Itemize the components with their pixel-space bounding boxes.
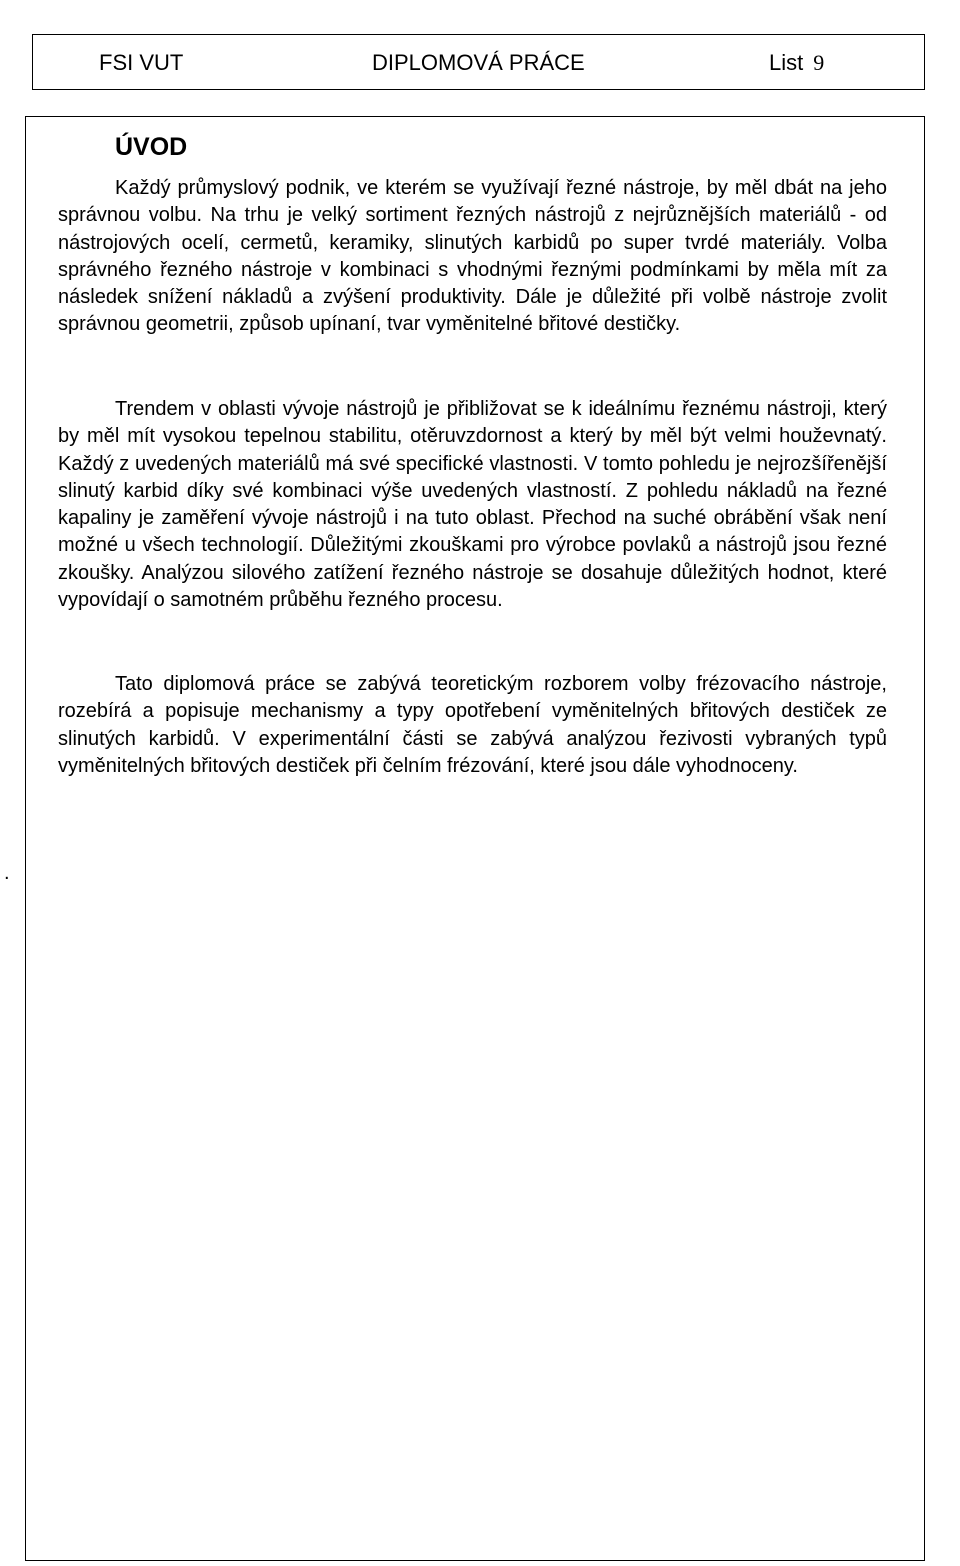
section-title: ÚVOD xyxy=(115,133,188,161)
paragraph-1: Každý průmyslový podnik, ve kterém se využívají řezné nástroje, by měl dbát na jeho správnou volbu. Na trhu je velký sortiment řezných nástrojů z nejrůznějších materiálů - od nástrojových ocelí, cermetů, keramiky, slinutých karbidů po super tvrdé materiály. Volba správného řezného nástroje v kombinaci s vhodnými řeznými podmínkami by měla mít za následek snížení nákladů a zvýšení produktivity. Dále je důležité při volbě nástroje zvolit správnou geometrii, způsob upínaní, tvar vyměnitelné břitové destičky. xyxy=(58,177,887,336)
header-page-number: 9 xyxy=(813,50,825,75)
header-institution: FSI VUT xyxy=(99,50,184,75)
stray-mark: . xyxy=(4,862,10,884)
page-header xyxy=(32,34,925,90)
header-document-type: DIPLOMOVÁ PRÁCE xyxy=(372,50,585,75)
paragraph-2: Trendem v oblasti vývoje nástrojů je přibližovat se k ideálnímu řeznému nástroji, který by měl mít vysokou tepelnou stabilitu, otěruvzdornost a který by měl být velmi houževnatý. Každý z uvedených materiálů má své specifické vlastnosti. V tomto pohledu je nejrozšířenější slinutý karbid díky své kombinaci výše uvedených vlastností. Z pohledu nákladů na řezné kapaliny je zaměření vývoje nástrojů i na tuto oblast. Přechod na suché obrábění však není možné u všech technologií. Důležitými zkouškami pro výrobce povlaků a nástrojů jsou řezné zkoušky. Analýzou silového zatížení řezného nástroje se dosahuje důležitých hodnot, které vypovídají o samotném průběhu řezného procesu. xyxy=(58,398,887,612)
header-list-label: List xyxy=(769,50,804,75)
paragraph-3: Tato diplomová práce se zabývá teoretickým rozborem volby frézovacího nástroje, rozebírá a popisuje mechanismy a typy opotřebení vyměnitelných břitových destiček ze slinutých karbidů. V experimentální části se zabývá analýzou řezivosti vybraných typů vyměnitelných břitových destiček při čelním frézování, které jsou dále vyhodnoceny. xyxy=(58,673,887,777)
header-page-label xyxy=(769,50,824,76)
